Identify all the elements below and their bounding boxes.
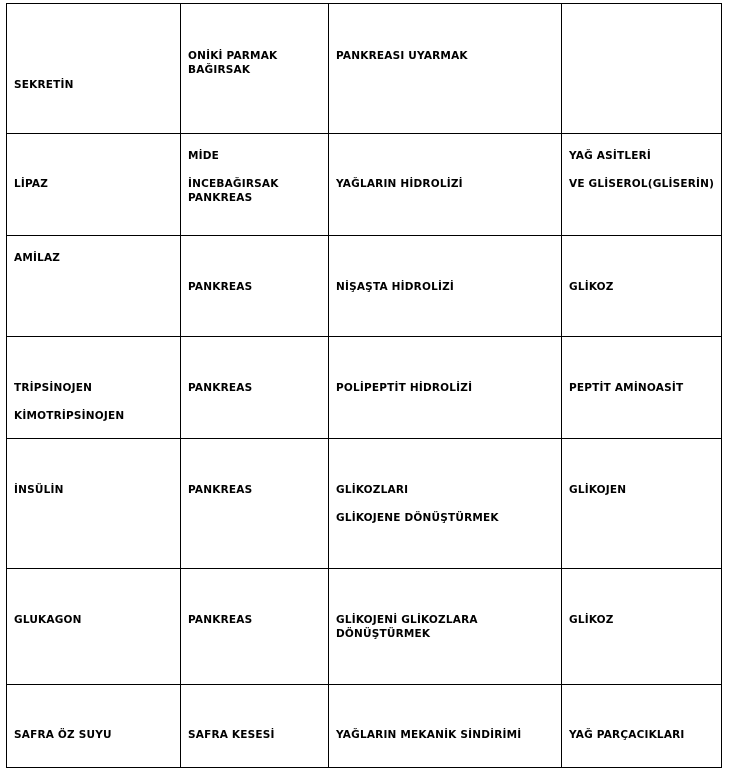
table-cell [329, 439, 562, 569]
cell-text: YAĞ PARÇACIKLARI [569, 729, 685, 741]
table-cell [329, 685, 562, 768]
cell-text: YAĞ ASİTLERİ [569, 150, 652, 162]
cell-text: PANKREAS [188, 281, 253, 293]
table-cell [181, 337, 329, 439]
table-cell [329, 337, 562, 439]
cell-text: GLİKOZ [569, 281, 614, 293]
cell-text: VE GLİSEROL(GLİSERİN) [569, 178, 715, 190]
cell-text: GLİKOJENE DÖNÜŞTÜRMEK [336, 512, 499, 524]
table-cell [7, 134, 181, 236]
cell-text: GLİKOZ [569, 614, 614, 626]
cell-text: SAFRA ÖZ SUYU [14, 729, 112, 741]
table-cell [7, 439, 181, 569]
cell-text: GLİKOJEN [569, 484, 627, 496]
table-cell [562, 4, 722, 134]
cell-text: PANKREAS [188, 484, 253, 496]
cell-text: MİDE [188, 150, 220, 162]
table-row [7, 134, 722, 236]
table-cell [562, 134, 722, 236]
cell-text: SEKRETİN [14, 79, 74, 91]
cell-text: İNCEBAĞIRSAK [188, 178, 279, 190]
table-cell [7, 236, 181, 337]
cell-text: PANKREAS [188, 192, 253, 204]
cell-text: PEPTİT AMİNOASİT [569, 382, 684, 394]
table-cell [329, 134, 562, 236]
table-cell [181, 685, 329, 768]
table-cell [7, 4, 181, 134]
cell-text: GLİKOJENİ GLİKOZLARA [336, 614, 478, 626]
cell-text: PANKREASI UYARMAK [336, 50, 468, 62]
cell-text: BAĞIRSAK [188, 64, 251, 76]
table-cell [562, 236, 722, 337]
table-cell [329, 4, 562, 134]
table-cell [181, 236, 329, 337]
cell-text: GLUKAGON [14, 614, 82, 626]
table-cell [181, 134, 329, 236]
table-row [7, 337, 722, 439]
digestion-table [6, 3, 722, 768]
cell-text: DÖNÜŞTÜRMEK [336, 628, 431, 640]
table-cell [562, 685, 722, 768]
cell-text: POLİPEPTİT HİDROLİZİ [336, 382, 473, 394]
cell-text: LİPAZ [14, 178, 49, 190]
table-row [7, 439, 722, 569]
cell-text: ONİKİ PARMAK [188, 50, 278, 62]
cell-text: TRİPSİNOJEN [14, 382, 93, 394]
table-cell [329, 236, 562, 337]
cell-text: YAĞLARIN MEKANİK SİNDİRİMİ [336, 729, 522, 741]
cell-text: YAĞLARIN HİDROLİZİ [336, 178, 463, 190]
table-cell [7, 337, 181, 439]
cell-text: PANKREAS [188, 382, 253, 394]
cell-text: PANKREAS [188, 614, 253, 626]
cell-text: AMİLAZ [14, 252, 61, 264]
table-cell [562, 569, 722, 685]
cell-text: SAFRA KESESİ [188, 729, 275, 741]
table-cell [329, 569, 562, 685]
table-cell [181, 4, 329, 134]
table-cell [181, 569, 329, 685]
table-row [7, 236, 722, 337]
cell-text: NİŞAŞTA HİDROLİZİ [336, 281, 455, 293]
table-cell [7, 569, 181, 685]
table-row [7, 685, 722, 768]
cell-text: İNSÜLİN [14, 484, 64, 496]
cell-text: GLİKOZLARI [336, 484, 409, 496]
table-cell [181, 439, 329, 569]
table-cell [7, 685, 181, 768]
cell-text: KİMOTRİPSİNOJEN [14, 410, 125, 422]
table-cell [562, 439, 722, 569]
table-cell [562, 337, 722, 439]
table-row [7, 4, 722, 134]
table-row [7, 569, 722, 685]
